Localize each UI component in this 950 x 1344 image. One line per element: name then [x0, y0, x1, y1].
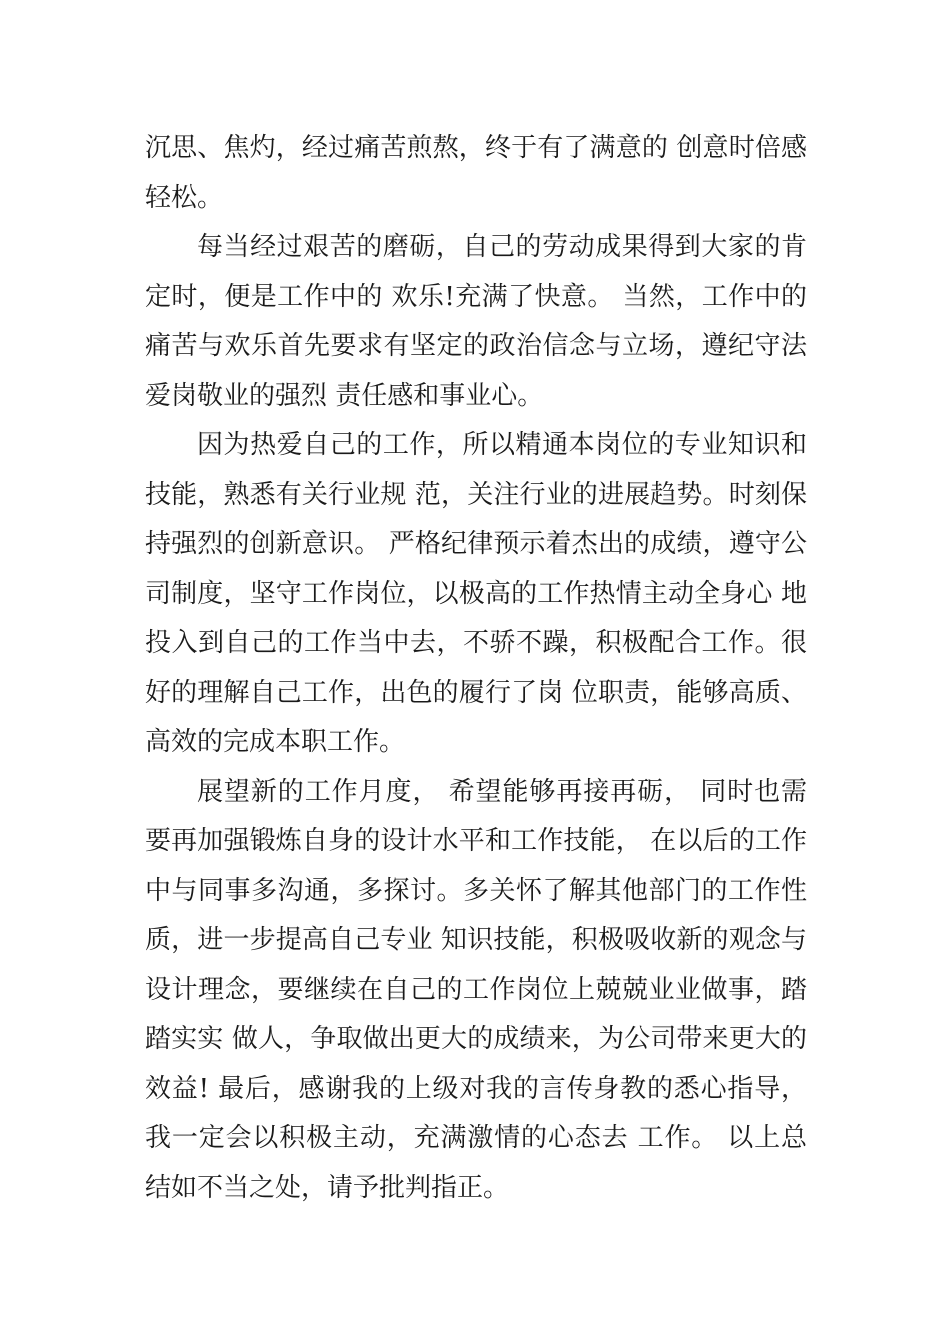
text-line: 定时，便是工作中的 欢乐!充满了快意。 当然，工作中的: [145, 281, 807, 312]
text-line: 投入到自己的工作当中去，不骄不躁，积极配合工作。很: [145, 628, 807, 658]
text-line: 踏实实 做人，争取做出更大的成绩来，为公司带来更大的: [145, 1024, 807, 1054]
text-line: 每当经过艰苦的磨砺，自己的劳动成果得到大家的肯: [197, 232, 807, 262]
text-line: 沉思、焦灼，经过痛苦煎熬，终于有了满意的 创意时倍感: [145, 133, 807, 163]
text-line: 痛苦与欢乐首先要求有坚定的政治信念与立场，遵纪守法: [145, 331, 807, 361]
text-line: 我一定会以积极主动，充满激情的心态去 工作。 以上总: [145, 1123, 807, 1153]
text-line: 效益! 最后，感谢我的上级对我的言传身教的悉心指导，: [145, 1073, 807, 1104]
text-line: 爱岗敬业的强烈 责任感和事业心。: [145, 380, 544, 411]
text-line: 因为热爱自己的工作，所以精通本岗位的专业知识和: [197, 430, 807, 460]
text-line: 要再加强锻炼自身的设计水平和工作技能， 在以后的工作: [145, 826, 807, 856]
text-line: 中与同事多沟通，多探讨。多关怀了解其他部门的工作性: [145, 875, 807, 906]
text-line: 持强烈的创新意识。 严格纪律预示着杰出的成绩，遵守公: [145, 529, 807, 559]
body-text: [145, 124, 807, 1213]
text-line: 轻松。: [145, 182, 224, 213]
text-line: 技能，熟悉有关行业规 范，关注行业的进展趋势。时刻保: [145, 479, 807, 510]
text-line: 质，进一步提高自己专业 知识技能，积极吸收新的观念与: [145, 925, 807, 955]
text-line: 高效的完成本职工作。: [145, 727, 406, 757]
text-line: 设计理念，要继续在自己的工作岗位上兢兢业业做事，踏: [145, 974, 807, 1005]
text-line: 结如不当之处，请予批判指正。: [145, 1172, 510, 1203]
text-line: 展望新的工作月度， 希望能够再接再砺， 同时也需: [197, 776, 807, 807]
text-line: 好的理解自己工作，出色的履行了岗 位职责，能够高质、: [145, 677, 807, 708]
text-line: 司制度，坚守工作岗位，以极高的工作热情主动全身心 地: [145, 578, 807, 609]
